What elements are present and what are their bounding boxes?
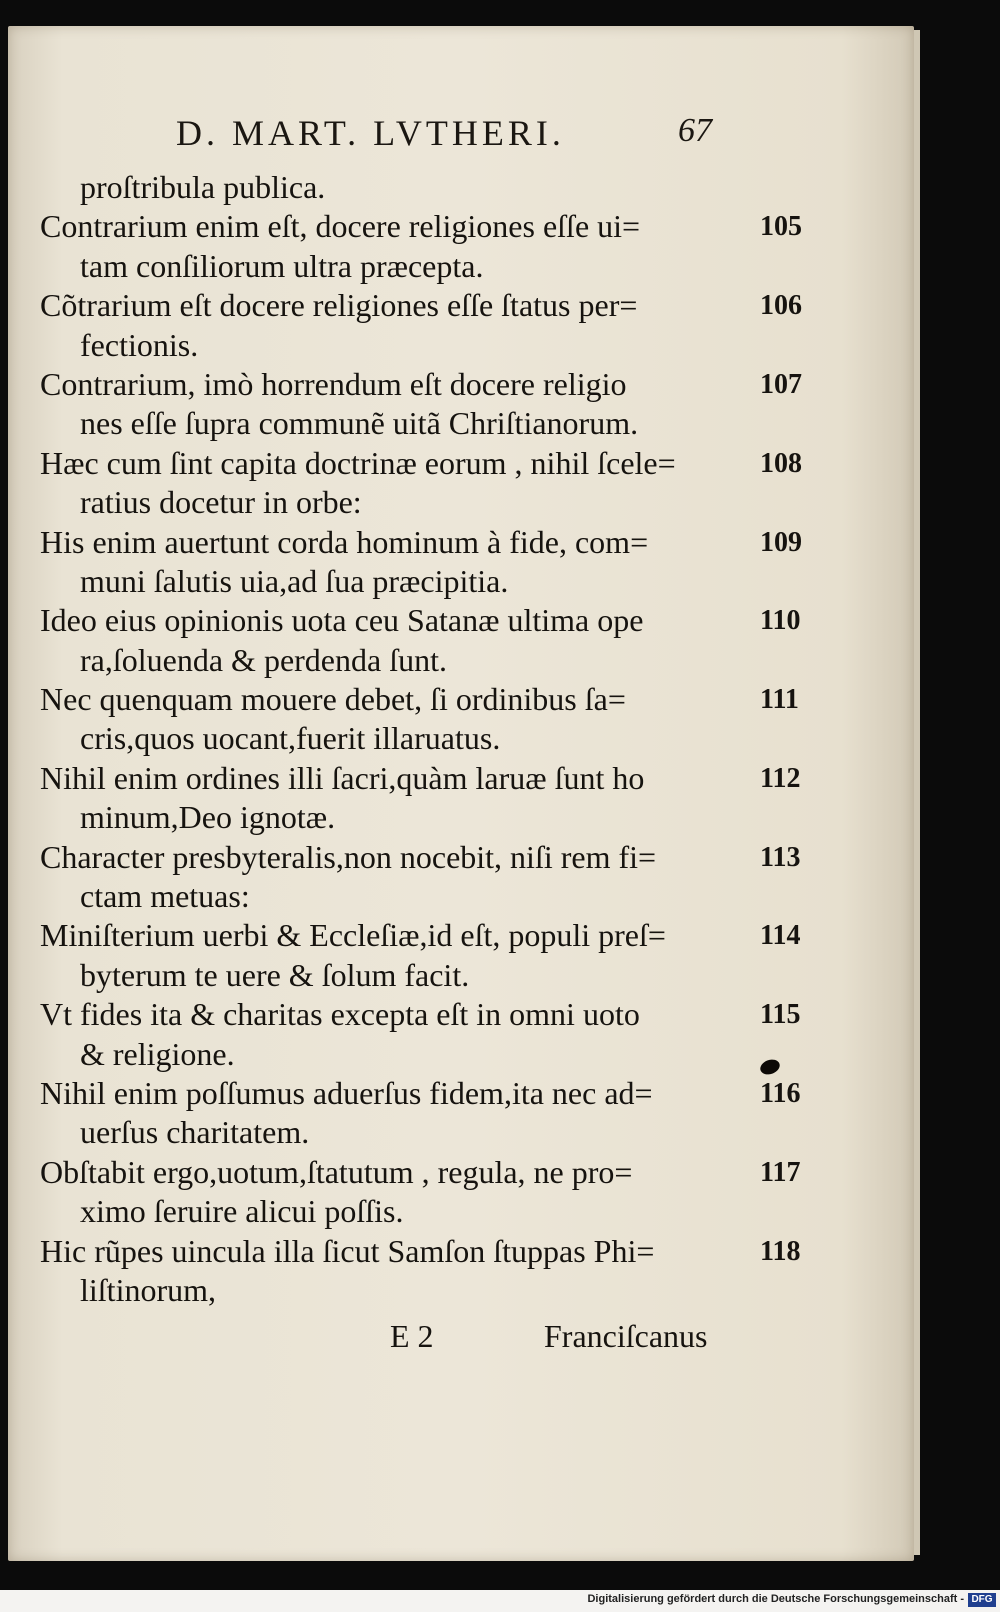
text-line: [40, 956, 900, 995]
text-line: [40, 838, 900, 877]
text-line: [40, 326, 900, 365]
thesis-number: 108: [760, 447, 802, 479]
line-text: Cõtrarium eſt docere religiones eſſe ſtatus per=: [40, 287, 638, 324]
line-text: tam conſiliorum ultra præcepta.: [80, 247, 484, 284]
line-text: Hæc cum ſint capita doctrinæ eorum , nihil ſcele=: [40, 444, 676, 481]
page-footer: [8, 1318, 914, 1358]
text-line: [40, 444, 900, 483]
line-text: liſtinorum,: [80, 1271, 216, 1308]
text-line: [40, 680, 900, 719]
thesis-number: 111: [760, 684, 799, 716]
thesis-number: 106: [760, 290, 802, 322]
thesis-number: 109: [760, 526, 802, 558]
line-text: Nihil enim poſſumus aduerſus fidem,ita nec ad=: [40, 1074, 653, 1111]
line-text: proſtribula publica.: [80, 169, 326, 205]
text-line: [40, 523, 900, 562]
text-line: [40, 168, 900, 207]
line-text: Nihil enim ordines illi ſacri,quàm laruæ ſunt ho: [40, 759, 645, 796]
text-line: [40, 1192, 900, 1231]
line-text: nes eſſe ſupra communẽ uitã Chriſtianorum.: [80, 405, 639, 442]
line-text: His enim auertunt corda hominum à fide, com=: [40, 523, 649, 560]
page-edge: [914, 30, 920, 1555]
text-line: [40, 562, 900, 601]
line-text: Contrarium, imò horrendum eſt docere religio: [40, 365, 627, 402]
line-text: ctam metuas:: [80, 878, 250, 915]
running-head: [8, 112, 914, 162]
thesis-number: 112: [760, 762, 801, 794]
text-line: [40, 798, 900, 837]
line-text: ra,ſoluenda & perdenda ſunt.: [80, 641, 447, 678]
text-line: [40, 877, 900, 916]
text-line: [40, 1153, 900, 1192]
body-text: [40, 168, 900, 1310]
line-text: & religione.: [80, 1035, 235, 1072]
line-text: byterum te uere & ſolum facit.: [80, 956, 470, 993]
thesis-number: 110: [760, 605, 801, 637]
thesis-number: 107: [760, 368, 802, 400]
thesis-number: 115: [760, 999, 801, 1031]
text-line: [40, 601, 900, 640]
digitization-credit: Digitalisierung gefördert durch die Deutsche Forschungsgemeinschaft -: [587, 1593, 964, 1605]
thesis-number: 118: [760, 1235, 801, 1267]
text-line: [40, 916, 900, 955]
thesis-number: 116: [760, 1077, 801, 1109]
text-line: [40, 1074, 900, 1113]
thesis-number: 105: [760, 211, 802, 243]
line-text: cris,quos uocant,fuerit illaruatus.: [80, 720, 501, 757]
text-line: [40, 404, 900, 443]
line-text: minum,Deo ignotæ.: [80, 799, 336, 836]
book-page: [8, 26, 914, 1561]
text-line: [40, 483, 900, 522]
line-text: Character presbyteralis,non nocebit, niſi rem fi=: [40, 838, 657, 875]
text-line: [40, 1232, 900, 1271]
line-text: uerſus charitatem.: [80, 1114, 310, 1151]
text-line: [40, 286, 900, 325]
text-line: [40, 1271, 900, 1310]
line-text: muni ſalutis uia,ad ſua præcipitia.: [80, 562, 509, 599]
thesis-number: 114: [760, 920, 801, 952]
text-line: [40, 719, 900, 758]
catchword: Franciſcanus: [544, 1318, 708, 1354]
thesis-number: 113: [760, 841, 801, 873]
text-line: [40, 1113, 900, 1152]
line-text: Miniſterium uerbi & Eccleſiæ,id eſt, populi preſ=: [40, 917, 666, 954]
text-line: [40, 247, 900, 286]
text-line: [40, 207, 900, 246]
thesis-number: 117: [760, 1156, 801, 1188]
dfg-logo-icon: DFG: [968, 1593, 996, 1607]
line-text: fectionis.: [80, 326, 199, 363]
text-line: [40, 365, 900, 404]
text-line: [40, 641, 900, 680]
line-text: Hic rũpes uincula illa ſicut Samſon ſtuppas Phi=: [40, 1232, 655, 1269]
signature-mark: E 2: [390, 1318, 434, 1354]
page-number: 67: [678, 112, 712, 149]
credit-bar: [0, 1590, 1000, 1612]
running-title: D. MART. LVTHERI.: [176, 113, 565, 153]
line-text: Nec quenquam mouere debet, ſi ordinibus ſa=: [40, 681, 626, 718]
text-line: [40, 759, 900, 798]
line-text: ximo ſeruire alicui poſſis.: [80, 1193, 404, 1230]
line-text: ratius docetur in orbe:: [80, 484, 362, 521]
line-text: Obſtabit ergo,uotum,ſtatutum , regula, ne pro=: [40, 1153, 633, 1190]
line-text: Contrarium enim eſt, docere religiones eſſe ui=: [40, 208, 641, 245]
text-line: [40, 995, 900, 1034]
line-text: Ideo eius opinionis uota ceu Satanæ ultima ope: [40, 602, 644, 639]
line-text: Vt fides ita & charitas excepta eſt in omni uoto: [40, 996, 640, 1033]
